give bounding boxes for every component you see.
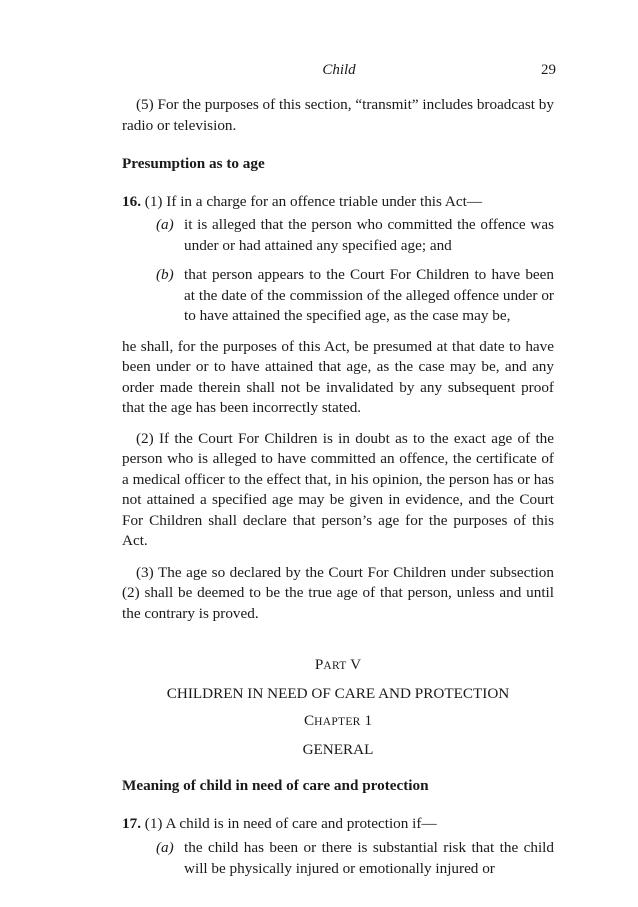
section-16-number: 16. (122, 192, 141, 210)
s17-item-a-text: the child has been or there is substantial risk that the child will be physically injured or emotionally injured or (184, 839, 554, 877)
body-text (122, 95, 554, 879)
header-title: Child (322, 62, 356, 78)
part-label: PART V (314, 656, 362, 673)
item-a-label: (a) (156, 216, 174, 233)
chapter-label: CHAPTER 1 (303, 712, 373, 729)
section-16-subsection-3: (3) The age so declared by the Court For Children under subsection (2) shall be deemed to be the true age of that person, unless and until the contrary is proved. (122, 563, 554, 622)
section-15-subsection-5: (5) For the purposes of this section, “transmit” includes broadcast by radio or television. (122, 96, 554, 134)
section-17-item-a (122, 838, 554, 879)
section-17-lead: (1) A child is in need of care and protection if— (140, 814, 437, 832)
item-b-label: (b) (156, 266, 174, 283)
section-16-subsection-2: (2) If the Court For Children is in doubt as to the exact age of the person who is alleged to have committed an offence, the certificate of a medical officer to the effect that, in his opinion, the person has or has not attained a specified age may be given in evidence, and the Court For Children shall declare that person’s age for the purposes of this Act. (122, 429, 554, 549)
section-17-number: 17. (122, 814, 141, 832)
section-17-subsection-1 (122, 814, 554, 835)
section-16-item-a (122, 215, 554, 256)
section-16-tail: he shall, for the purposes of this Act, be presumed at that date to have been under or to have attained that age, as the case may be, and any order made therein shall not be invalidated by any subsequent proof that the age has been incorrectly stated. (122, 337, 554, 416)
s17-item-a-label: (a) (156, 839, 174, 856)
chapter-title: GENERAL (302, 740, 374, 758)
heading-presumption-as-to-age: Presumption as to age (122, 155, 265, 172)
heading-meaning-of-child: Meaning of child in need of care and protection (122, 777, 429, 794)
section-16-item-b (122, 265, 554, 327)
section-16-lead: (1) If in a charge for an offence triable under this Act— (140, 192, 483, 210)
page-number: 29 (541, 62, 556, 78)
section-16-subsection-1 (122, 192, 554, 213)
item-b-text: that person appears to the Court For Children to have been at the date of the commission of the alleged offence under or to have attained the specified age, as the case may be, (184, 266, 554, 324)
part-title: CHILDREN IN NEED OF CARE AND PROTECTION (166, 684, 510, 702)
item-a-text: it is alleged that the person who committed the offence was under or had attained any specified age; and (184, 216, 554, 254)
running-header (122, 62, 556, 82)
